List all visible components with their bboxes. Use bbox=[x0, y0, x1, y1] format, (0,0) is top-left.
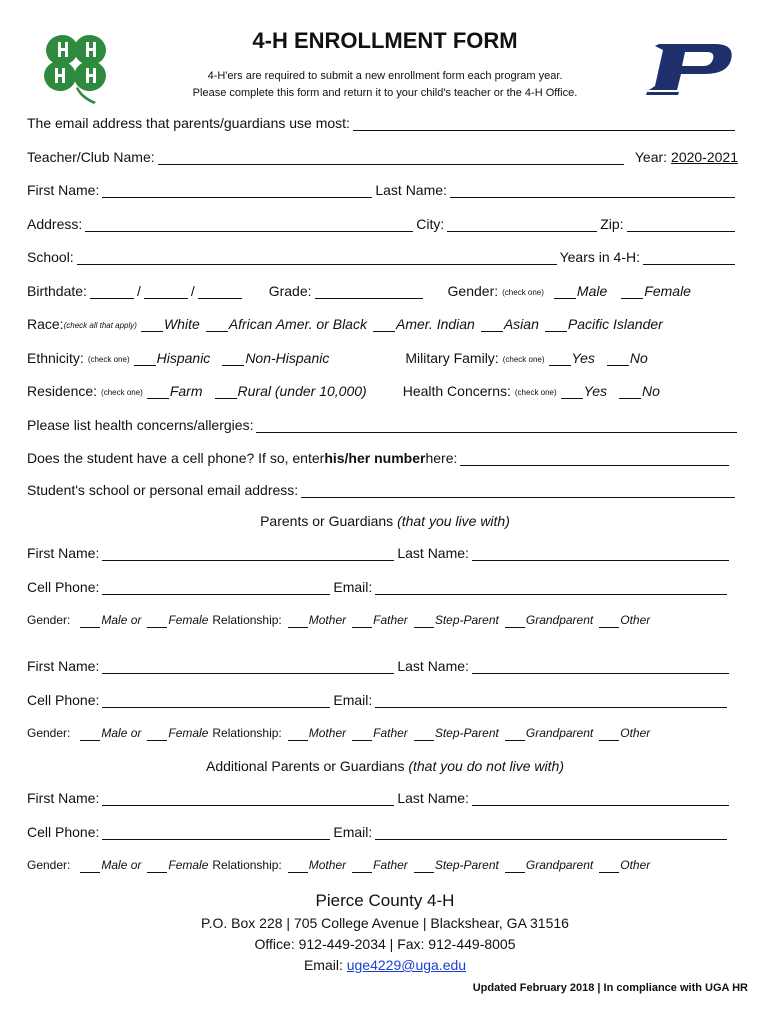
instructions-line-1: 4-H'ers are required to submit a new enrollment form each program year. bbox=[207, 70, 563, 82]
farm-checkbox[interactable] bbox=[147, 386, 169, 399]
section-subtitle: (that you live with) bbox=[397, 513, 510, 529]
step-parent-option: Step-Parent bbox=[434, 613, 499, 627]
date-slash: / bbox=[136, 283, 141, 299]
guardian3-last-name-field[interactable] bbox=[472, 791, 729, 806]
zip-field[interactable] bbox=[627, 217, 735, 232]
pacific-checkbox[interactable] bbox=[545, 319, 567, 332]
city-label: City: bbox=[416, 216, 445, 232]
guardian1-email-field[interactable] bbox=[375, 580, 727, 595]
check-one-note: (check one) bbox=[502, 355, 545, 364]
cell-question-end: here: bbox=[425, 450, 458, 466]
guardian-gender-label: Gender: bbox=[27, 858, 71, 872]
relationship-label: Relationship: bbox=[212, 726, 282, 740]
guardian1-step-checkbox[interactable] bbox=[414, 617, 434, 628]
indian-checkbox[interactable] bbox=[373, 319, 395, 332]
guardian3-father-checkbox[interactable] bbox=[352, 862, 372, 873]
teacher-row bbox=[27, 149, 738, 165]
guardian2-last-name-field[interactable] bbox=[472, 659, 729, 674]
guardian3-female-checkbox[interactable] bbox=[147, 862, 167, 873]
health-list-label: Please list health concerns/allergies: bbox=[27, 417, 254, 433]
grandparent-option: Grandparent bbox=[525, 726, 594, 740]
health-yes-option: Yes bbox=[583, 383, 608, 399]
guardian-email-label: Email: bbox=[333, 824, 373, 840]
male-option: Male bbox=[576, 283, 608, 299]
female-option: Female bbox=[644, 283, 691, 299]
health-list-row bbox=[27, 417, 740, 433]
guardian1-last-name-field[interactable] bbox=[472, 546, 729, 561]
date-slash: / bbox=[190, 283, 195, 299]
form-title: 4-H ENROLLMENT FORM bbox=[252, 28, 518, 53]
ethnicity-label: Ethnicity: bbox=[27, 350, 84, 366]
military-no-checkbox[interactable] bbox=[607, 353, 629, 366]
other-option: Other bbox=[620, 613, 651, 627]
section-title: Additional Parents or Guardians bbox=[206, 758, 409, 774]
residence-label: Residence: bbox=[27, 383, 98, 399]
guardian1-relationship-row bbox=[27, 612, 738, 628]
guardian2-grand-checkbox[interactable] bbox=[505, 730, 525, 741]
birth-month-field[interactable] bbox=[90, 284, 134, 299]
mother-option: Mother bbox=[308, 726, 347, 740]
first-name-field[interactable] bbox=[102, 183, 372, 198]
white-checkbox[interactable] bbox=[141, 319, 163, 332]
race-row bbox=[27, 316, 738, 332]
guardian3-step-checkbox[interactable] bbox=[414, 862, 434, 873]
section-title: Parents or Guardians bbox=[260, 513, 398, 529]
female-option: Female bbox=[168, 613, 209, 627]
org-email-line bbox=[0, 957, 770, 973]
female-checkbox[interactable] bbox=[621, 286, 643, 299]
hispanic-checkbox[interactable] bbox=[134, 353, 156, 366]
military-yes-option: Yes bbox=[571, 350, 595, 366]
check-one-note: (check one) bbox=[87, 355, 130, 364]
parent-email-label: The email address that parents/guardians use most: bbox=[27, 115, 350, 131]
guardian-first-name-label: First Name: bbox=[27, 790, 100, 806]
guardian-cell-label: Cell Phone: bbox=[27, 579, 100, 595]
teacher-field[interactable] bbox=[158, 150, 624, 165]
male-or-option: Male or bbox=[101, 858, 142, 872]
school-field[interactable] bbox=[77, 250, 557, 265]
non-hispanic-checkbox[interactable] bbox=[222, 353, 244, 366]
guardian3-contact-row bbox=[27, 824, 730, 840]
guardian1-cell-field[interactable] bbox=[102, 580, 330, 595]
student-cell-field[interactable] bbox=[460, 451, 729, 466]
years-in-field[interactable] bbox=[643, 250, 735, 265]
guardian3-grand-checkbox[interactable] bbox=[505, 862, 525, 873]
guardian-first-name-label: First Name: bbox=[27, 545, 100, 561]
org-name: Pierce County 4-H bbox=[315, 891, 455, 910]
instructions-line-2: Please complete this form and return it to your child's teacher or the 4-H Office. bbox=[192, 87, 578, 99]
father-option: Father bbox=[373, 858, 408, 872]
guardian1-other-checkbox[interactable] bbox=[599, 617, 619, 628]
residence-row bbox=[27, 383, 738, 399]
male-or-option: Male or bbox=[101, 613, 142, 627]
guardians-section-heading bbox=[0, 513, 770, 529]
guardian2-contact-row bbox=[27, 692, 730, 708]
grade-label: Grade: bbox=[268, 283, 312, 299]
email-label: Email: bbox=[303, 957, 347, 973]
father-option: Father bbox=[373, 613, 408, 627]
pacific-option: Pacific Islander bbox=[567, 316, 663, 332]
guardian-gender-label: Gender: bbox=[27, 613, 71, 627]
zip-label: Zip: bbox=[600, 216, 624, 232]
year-label: Year: bbox=[634, 149, 668, 165]
school-label: School: bbox=[27, 249, 74, 265]
guardian1-contact-row bbox=[27, 579, 730, 595]
relationship-label: Relationship: bbox=[212, 613, 282, 627]
birthdate-row bbox=[27, 283, 738, 299]
guardian1-grand-checkbox[interactable] bbox=[505, 617, 525, 628]
rural-option: Rural (under 10,000) bbox=[237, 383, 367, 399]
check-one-note: (check one) bbox=[514, 388, 557, 397]
white-option: White bbox=[163, 316, 200, 332]
section-subtitle: (that you do not live with) bbox=[408, 758, 564, 774]
guardian3-other-checkbox[interactable] bbox=[599, 862, 619, 873]
cell-question-bold: his/her number bbox=[324, 450, 426, 466]
parent-email-row bbox=[27, 115, 738, 131]
guardian1-father-checkbox[interactable] bbox=[352, 617, 372, 628]
guardian2-email-field[interactable] bbox=[375, 693, 727, 708]
non-hispanic-option: Non-Hispanic bbox=[245, 350, 330, 366]
additional-guardians-heading bbox=[0, 758, 770, 774]
health-label: Health Concerns: bbox=[402, 383, 511, 399]
guardian1-male-checkbox[interactable] bbox=[80, 617, 100, 628]
address-label: Address: bbox=[27, 216, 83, 232]
address-row bbox=[27, 216, 738, 232]
guardian-cell-label: Cell Phone: bbox=[27, 824, 100, 840]
guardian2-cell-field[interactable] bbox=[102, 693, 330, 708]
birth-day-field[interactable] bbox=[144, 284, 188, 299]
military-label: Military Family: bbox=[405, 350, 499, 366]
org-address: P.O. Box 228 | 705 College Avenue | Blackshear, GA 31516 bbox=[201, 915, 569, 931]
step-parent-option: Step-Parent bbox=[434, 858, 499, 872]
guardian3-email-field[interactable] bbox=[375, 825, 727, 840]
father-option: Father bbox=[373, 726, 408, 740]
school-row bbox=[27, 249, 738, 265]
guardian2-male-checkbox[interactable] bbox=[80, 730, 100, 741]
guardian2-first-name-field[interactable] bbox=[102, 659, 394, 674]
email-link[interactable]: uge4229@uga.edu bbox=[346, 957, 467, 973]
guardian3-mother-checkbox[interactable] bbox=[288, 862, 308, 873]
guardian1-female-checkbox[interactable] bbox=[147, 617, 167, 628]
guardian-gender-label: Gender: bbox=[27, 726, 71, 740]
student-cell-row bbox=[27, 450, 732, 466]
check-one-note: (check one) bbox=[101, 388, 143, 397]
guardian-cell-label: Cell Phone: bbox=[27, 692, 100, 708]
grandparent-option: Grandparent bbox=[525, 613, 594, 627]
female-option: Female bbox=[168, 858, 209, 872]
step-parent-option: Step-Parent bbox=[434, 726, 499, 740]
updated-note: Updated February 2018 | In compliance with UGA HR bbox=[472, 982, 748, 994]
asian-option: Asian bbox=[503, 316, 539, 332]
african-option: African Amer. or Black bbox=[228, 316, 367, 332]
guardian-first-name-label: First Name: bbox=[27, 658, 100, 674]
last-name-label: Last Name: bbox=[375, 182, 447, 198]
guardian2-name-row bbox=[27, 658, 732, 674]
health-no-checkbox[interactable] bbox=[619, 386, 641, 399]
parent-email-field[interactable] bbox=[353, 116, 735, 131]
guardian-email-label: Email: bbox=[333, 692, 373, 708]
rural-checkbox[interactable] bbox=[215, 386, 237, 399]
teacher-label: Teacher/Club Name: bbox=[27, 149, 155, 165]
asian-checkbox[interactable] bbox=[481, 319, 503, 332]
race-label: Race: bbox=[27, 316, 64, 332]
farm-option: Farm bbox=[169, 383, 203, 399]
guardian3-relationship-row bbox=[27, 857, 738, 873]
year-value: 2020-2021 bbox=[671, 149, 738, 165]
male-or-option: Male or bbox=[101, 726, 142, 740]
student-email-label: Student's school or personal email address: bbox=[27, 482, 299, 498]
check-all-note: (check all that apply) bbox=[63, 321, 137, 330]
guardian2-father-checkbox[interactable] bbox=[352, 730, 372, 741]
relationship-label: Relationship: bbox=[212, 858, 282, 872]
guardian-last-name-label: Last Name: bbox=[397, 545, 469, 561]
birth-year-field[interactable] bbox=[198, 284, 242, 299]
org-phone: Office: 912-449-2034 | Fax: 912-449-8005 bbox=[254, 936, 516, 952]
grade-field[interactable] bbox=[315, 284, 423, 299]
ethnicity-row bbox=[27, 350, 738, 366]
guardian2-female-checkbox[interactable] bbox=[147, 730, 167, 741]
last-name-field[interactable] bbox=[450, 183, 735, 198]
military-yes-checkbox[interactable] bbox=[549, 353, 571, 366]
guardian2-relationship-row bbox=[27, 725, 738, 741]
guardian-email-label: Email: bbox=[333, 579, 373, 595]
guardian-last-name-label: Last Name: bbox=[397, 790, 469, 806]
health-yes-checkbox[interactable] bbox=[561, 386, 583, 399]
other-option: Other bbox=[620, 858, 651, 872]
female-option: Female bbox=[168, 726, 209, 740]
student-email-field[interactable] bbox=[301, 483, 735, 498]
guardian2-other-checkbox[interactable] bbox=[599, 730, 619, 741]
guardian3-name-row bbox=[27, 790, 732, 806]
hispanic-option: Hispanic bbox=[156, 350, 211, 366]
african-checkbox[interactable] bbox=[206, 319, 228, 332]
city-field[interactable] bbox=[447, 217, 597, 232]
guardian1-first-name-field[interactable] bbox=[102, 546, 394, 561]
guardian3-cell-field[interactable] bbox=[102, 825, 330, 840]
guardian3-first-name-field[interactable] bbox=[102, 791, 394, 806]
student-name-row bbox=[27, 182, 738, 198]
check-one-note: (check one) bbox=[502, 288, 544, 297]
grandparent-option: Grandparent bbox=[525, 858, 594, 872]
first-name-label: First Name: bbox=[27, 182, 100, 198]
guardian1-name-row bbox=[27, 545, 732, 561]
birthdate-label: Birthdate: bbox=[27, 283, 87, 299]
indian-option: Amer. Indian bbox=[395, 316, 475, 332]
guardian2-mother-checkbox[interactable] bbox=[288, 730, 308, 741]
mother-option: Mother bbox=[308, 613, 347, 627]
gender-label: Gender: bbox=[447, 283, 499, 299]
years-in-label: Years in 4-H: bbox=[559, 249, 640, 265]
guardian1-mother-checkbox[interactable] bbox=[288, 617, 308, 628]
other-option: Other bbox=[620, 726, 651, 740]
health-list-field[interactable] bbox=[256, 418, 737, 433]
health-no-option: No bbox=[642, 383, 660, 399]
military-no-option: No bbox=[629, 350, 648, 366]
mother-option: Mother bbox=[308, 858, 347, 872]
guardian3-male-checkbox[interactable] bbox=[80, 862, 100, 873]
guardian-last-name-label: Last Name: bbox=[397, 658, 469, 674]
student-email-row bbox=[27, 482, 738, 498]
male-checkbox[interactable] bbox=[554, 286, 576, 299]
guardian2-step-checkbox[interactable] bbox=[414, 730, 434, 741]
cell-question-text: Does the student have a cell phone? If so, enter bbox=[27, 450, 325, 466]
address-field[interactable] bbox=[85, 217, 413, 232]
